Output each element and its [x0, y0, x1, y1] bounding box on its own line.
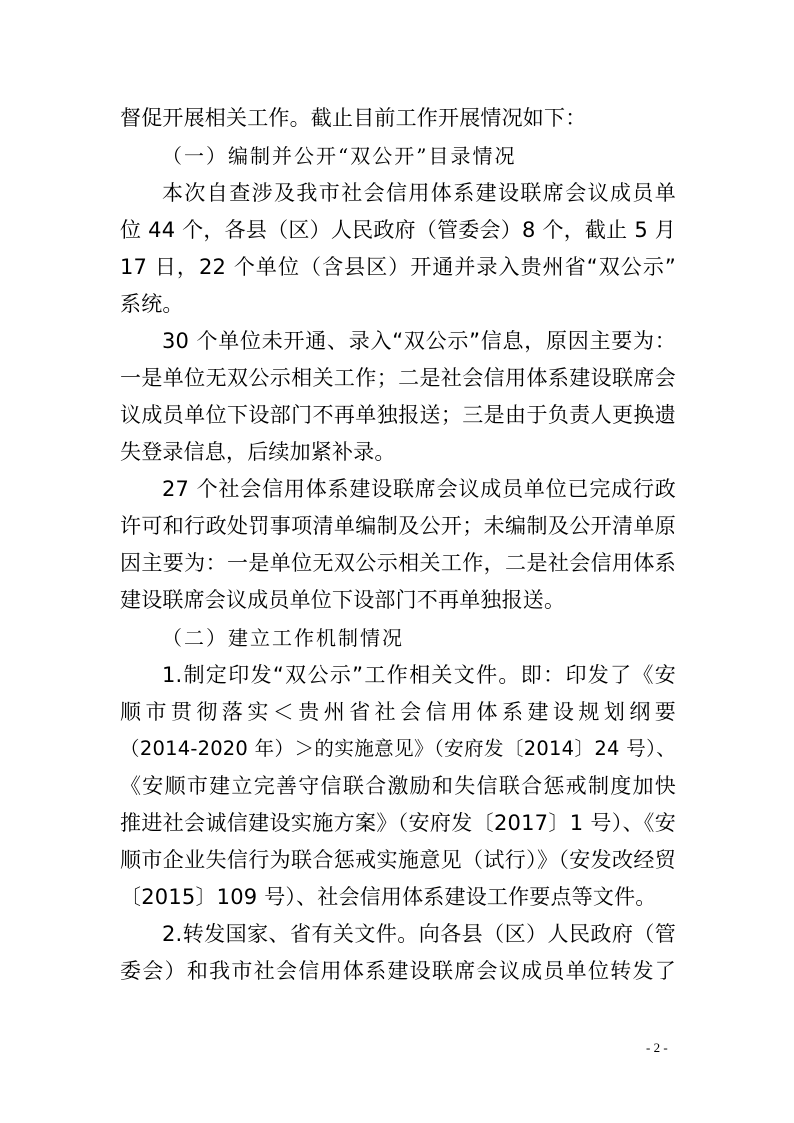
body-line: 27 个社会信用体系建设联席会议成员单位已完成行政	[162, 477, 676, 501]
body-line: 失登录信息，后续加紧补录。	[120, 440, 396, 464]
body-line: 督促开展相关工作。截止目前工作开展情况如下：	[120, 106, 587, 130]
body-line: （2014-2020 年）＞的实施意见》（安府发〔2014〕24 号）、	[120, 737, 676, 760]
body-line: 〔2015〕109 号）、社会信用体系建设工作要点等文件。	[120, 885, 657, 909]
body-line: 推进社会诚信建设实施方案》（安府发〔2017〕1 号）、《安	[120, 811, 676, 835]
body-line: 2.转发国家、省有关文件。向各县（区）人民政府（管	[162, 922, 676, 946]
page-number: - 2 -	[646, 1040, 668, 1055]
body-line: 《安顺市建立完善守信联合激励和失信联合惩戒制度加快	[120, 774, 676, 798]
body-line: 位 44 个，各县（区）人民政府（管委会）8 个，截止 5 月	[120, 218, 676, 242]
body-line: 委会）和我市社会信用体系建设联席会议成员单位转发了	[120, 959, 676, 983]
body-line: 30 个单位未开通、录入“双公示”信息，原因主要为：	[162, 329, 676, 353]
body-line: 议成员单位下设部门不再单独报送；三是由于负责人更换遗	[120, 403, 676, 427]
body-line: 本次自查涉及我市社会信用体系建设联席会议成员单	[162, 181, 676, 205]
body-line: 顺市企业失信行为联合惩戒实施意见（试行）》（安发改经贸	[120, 848, 676, 872]
body-line: 1.制定印发“双公示”工作相关文件。即：印发了《安	[162, 663, 676, 687]
body-line: 许可和行政处罚事项清单编制及公开；未编制及公开清单原	[120, 514, 676, 538]
body-line: 因主要为：一是单位无双公示相关工作，二是社会信用体系	[120, 551, 676, 575]
body-line: 建设联席会议成员单位下设部门不再单独报送。	[120, 588, 566, 612]
section-heading-2: （二）建立工作机制情况	[162, 626, 404, 650]
body-line: 系统。	[120, 292, 184, 316]
body-line: 一是单位无双公示相关工作；二是社会信用体系建设联席会	[120, 366, 676, 390]
body-line: 17 日，22 个单位（含县区）开通并录入贵州省“双公示”	[120, 255, 676, 279]
body-line: 顺市贯彻落实＜贵州省社会信用体系建设规划纲要	[120, 700, 676, 724]
section-heading-1: （一）编制并公开“双公开”目录情况	[162, 144, 517, 168]
